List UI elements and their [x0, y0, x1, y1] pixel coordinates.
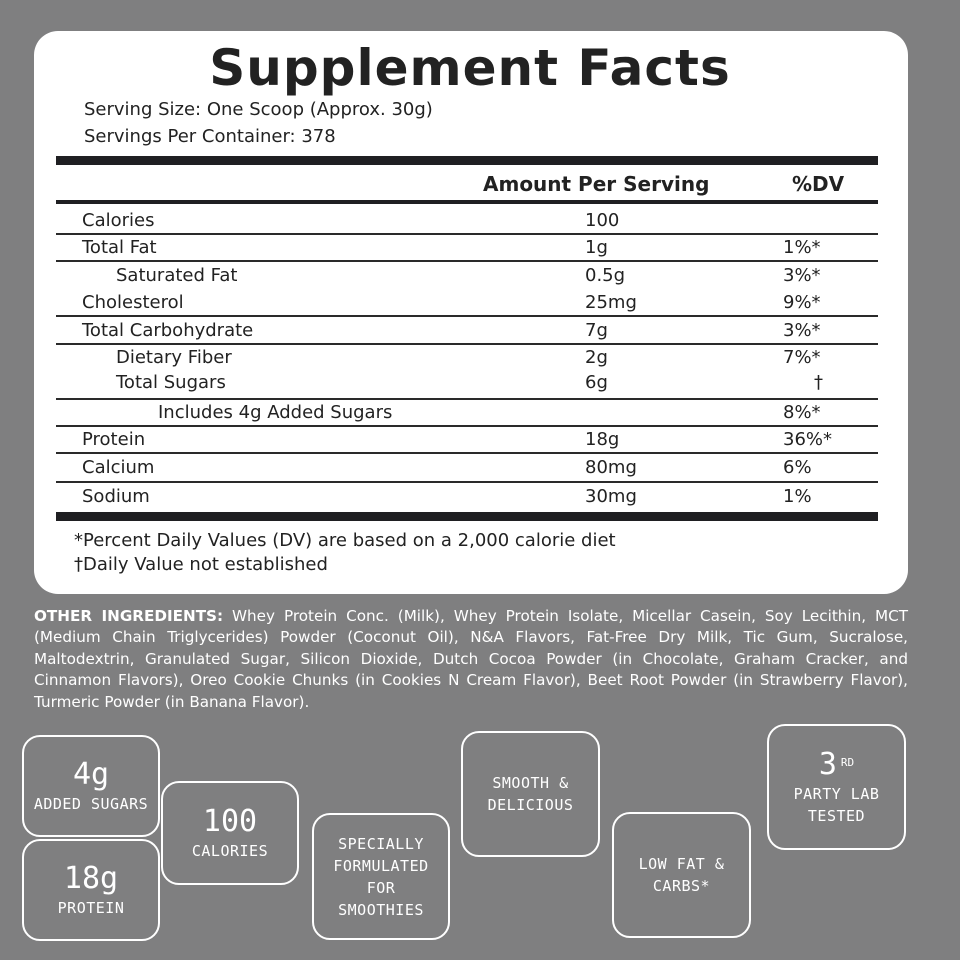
badge-line: CARBS* — [652, 877, 711, 895]
badge-line: FOR — [366, 878, 396, 897]
other-ingredients-text: Whey Protein Conc. (Milk), Whey Protein Isolate, Micellar Casein, Soy Lecithin, MCT (Medium Chain Triglycerides) Powder (Coconut Oil), N&A Flavors, Fat-Free Dry Milk, Tic Gum, Sucralose, Maltodextrin, Granulated Sugar, Silicon Dioxide, Dutch Cocoa Powder (in Chocolate, Graham Cracker, and Cinnamon Flavors), Oreo Cookie Chunks (in Cookies N Cream Flavor), Beet Root Powder (in Strawberry Flavor), Turmeric Powder (in Banana Flavor). — [34, 607, 909, 711]
nutrient-amount: 25mg — [585, 292, 637, 313]
nutrient-name: Calories — [82, 210, 155, 231]
table-row — [56, 290, 878, 316]
nutrient-name: Total Carbohydrate — [82, 320, 254, 341]
table-row — [56, 455, 878, 481]
table-row — [56, 484, 878, 510]
nutrient-dv: 6% — [783, 457, 812, 478]
nutrient-amount: 18g — [585, 429, 620, 450]
badge-value: 18g — [63, 861, 119, 896]
nutrient-name: Dietary Fiber — [116, 347, 232, 368]
nutrient-dv: 3%* — [783, 265, 821, 286]
smoothies-badge — [312, 813, 450, 940]
nutrient-name: Includes 4g Added Sugars — [158, 402, 393, 423]
added-sugars-badge — [22, 735, 160, 837]
nutrient-name: Saturated Fat — [116, 265, 238, 286]
row-divider — [56, 452, 878, 454]
nutrient-dv: 7%* — [783, 347, 821, 368]
table-row — [56, 427, 878, 453]
table-row — [56, 208, 878, 234]
servings-per-container: Servings Per Container: 378 — [84, 126, 336, 147]
nutrient-amount: 0.5g — [585, 265, 626, 286]
nutrient-dv: 3%* — [783, 320, 821, 341]
nutrient-dv: 9%* — [783, 292, 821, 313]
nutrient-amount: 1g — [585, 237, 608, 258]
nutrient-amount: 2g — [585, 347, 608, 368]
amount-header: Amount Per Serving — [483, 172, 710, 196]
row-divider — [56, 481, 878, 483]
calories-badge — [161, 781, 299, 885]
nutrient-dv: 1% — [783, 486, 812, 507]
badge-line: FORMULATED — [333, 856, 429, 875]
bottom-thick-rule — [56, 512, 878, 521]
protein-badge — [22, 839, 160, 941]
badge-label: CALORIES — [191, 842, 269, 860]
serving-size: Serving Size: One Scoop (Approx. 30g) — [84, 99, 433, 120]
nutrient-amount: 80mg — [585, 457, 637, 478]
badge-label: ADDED SUGARS — [33, 795, 149, 813]
table-row — [56, 370, 878, 396]
nutrient-name: Cholesterol — [82, 292, 184, 313]
badge-line: DELICIOUS — [487, 796, 574, 814]
top-thick-rule — [56, 156, 878, 165]
other-ingredients-label: OTHER INGREDIENTS: — [34, 607, 224, 625]
smooth-delicious-badge — [461, 731, 600, 857]
nutrient-name: Calcium — [82, 457, 155, 478]
badge-line: SMOOTH & — [492, 774, 569, 792]
dv-header: %DV — [792, 172, 845, 196]
table-row — [56, 318, 878, 344]
badge-value — [819, 747, 854, 783]
nutrient-amount: 30mg — [585, 486, 637, 507]
nutrient-dv: † — [814, 372, 823, 393]
dagger-footnote: †Daily Value not established — [74, 554, 328, 575]
badge-label: PROTEIN — [57, 899, 125, 917]
row-divider — [56, 315, 878, 317]
nutrient-dv: 1%* — [783, 237, 821, 258]
nutrient-amount: 6g — [585, 372, 608, 393]
table-row — [56, 345, 878, 371]
lab-tested-badge — [767, 724, 906, 850]
nutrient-name: Total Fat — [82, 237, 157, 258]
nutrient-dv: 36%* — [783, 429, 833, 450]
badge-value: 100 — [202, 804, 258, 839]
badge-superscript: RD — [840, 756, 855, 769]
badge-line: LOW FAT & — [638, 855, 725, 873]
header-rule — [56, 200, 878, 204]
badge-line: TESTED — [807, 807, 866, 825]
badge-line: PARTY LAB — [793, 785, 880, 803]
page-title: Supplement Facts — [209, 39, 731, 97]
nutrient-amount: 100 — [585, 210, 620, 231]
nutrient-amount: 7g — [585, 320, 608, 341]
badge-number: 3 — [818, 747, 837, 782]
nutrient-name: Protein — [82, 429, 146, 450]
low-fat-carbs-badge — [612, 812, 751, 938]
table-row — [56, 263, 878, 289]
nutrient-name: Sodium — [82, 486, 150, 507]
badge-line: SMOOTHIES — [338, 900, 424, 919]
dv-footnote: *Percent Daily Values (DV) are based on a 2,000 calorie diet — [74, 530, 616, 551]
row-divider — [56, 260, 878, 262]
table-row — [56, 235, 878, 261]
nutrient-name: Total Sugars — [116, 372, 226, 393]
badge-line: SPECIALLY — [338, 834, 424, 853]
badge-value: 4g — [72, 757, 110, 792]
other-ingredients — [34, 606, 908, 713]
nutrient-dv: 8%* — [783, 402, 821, 423]
table-row — [56, 400, 878, 426]
